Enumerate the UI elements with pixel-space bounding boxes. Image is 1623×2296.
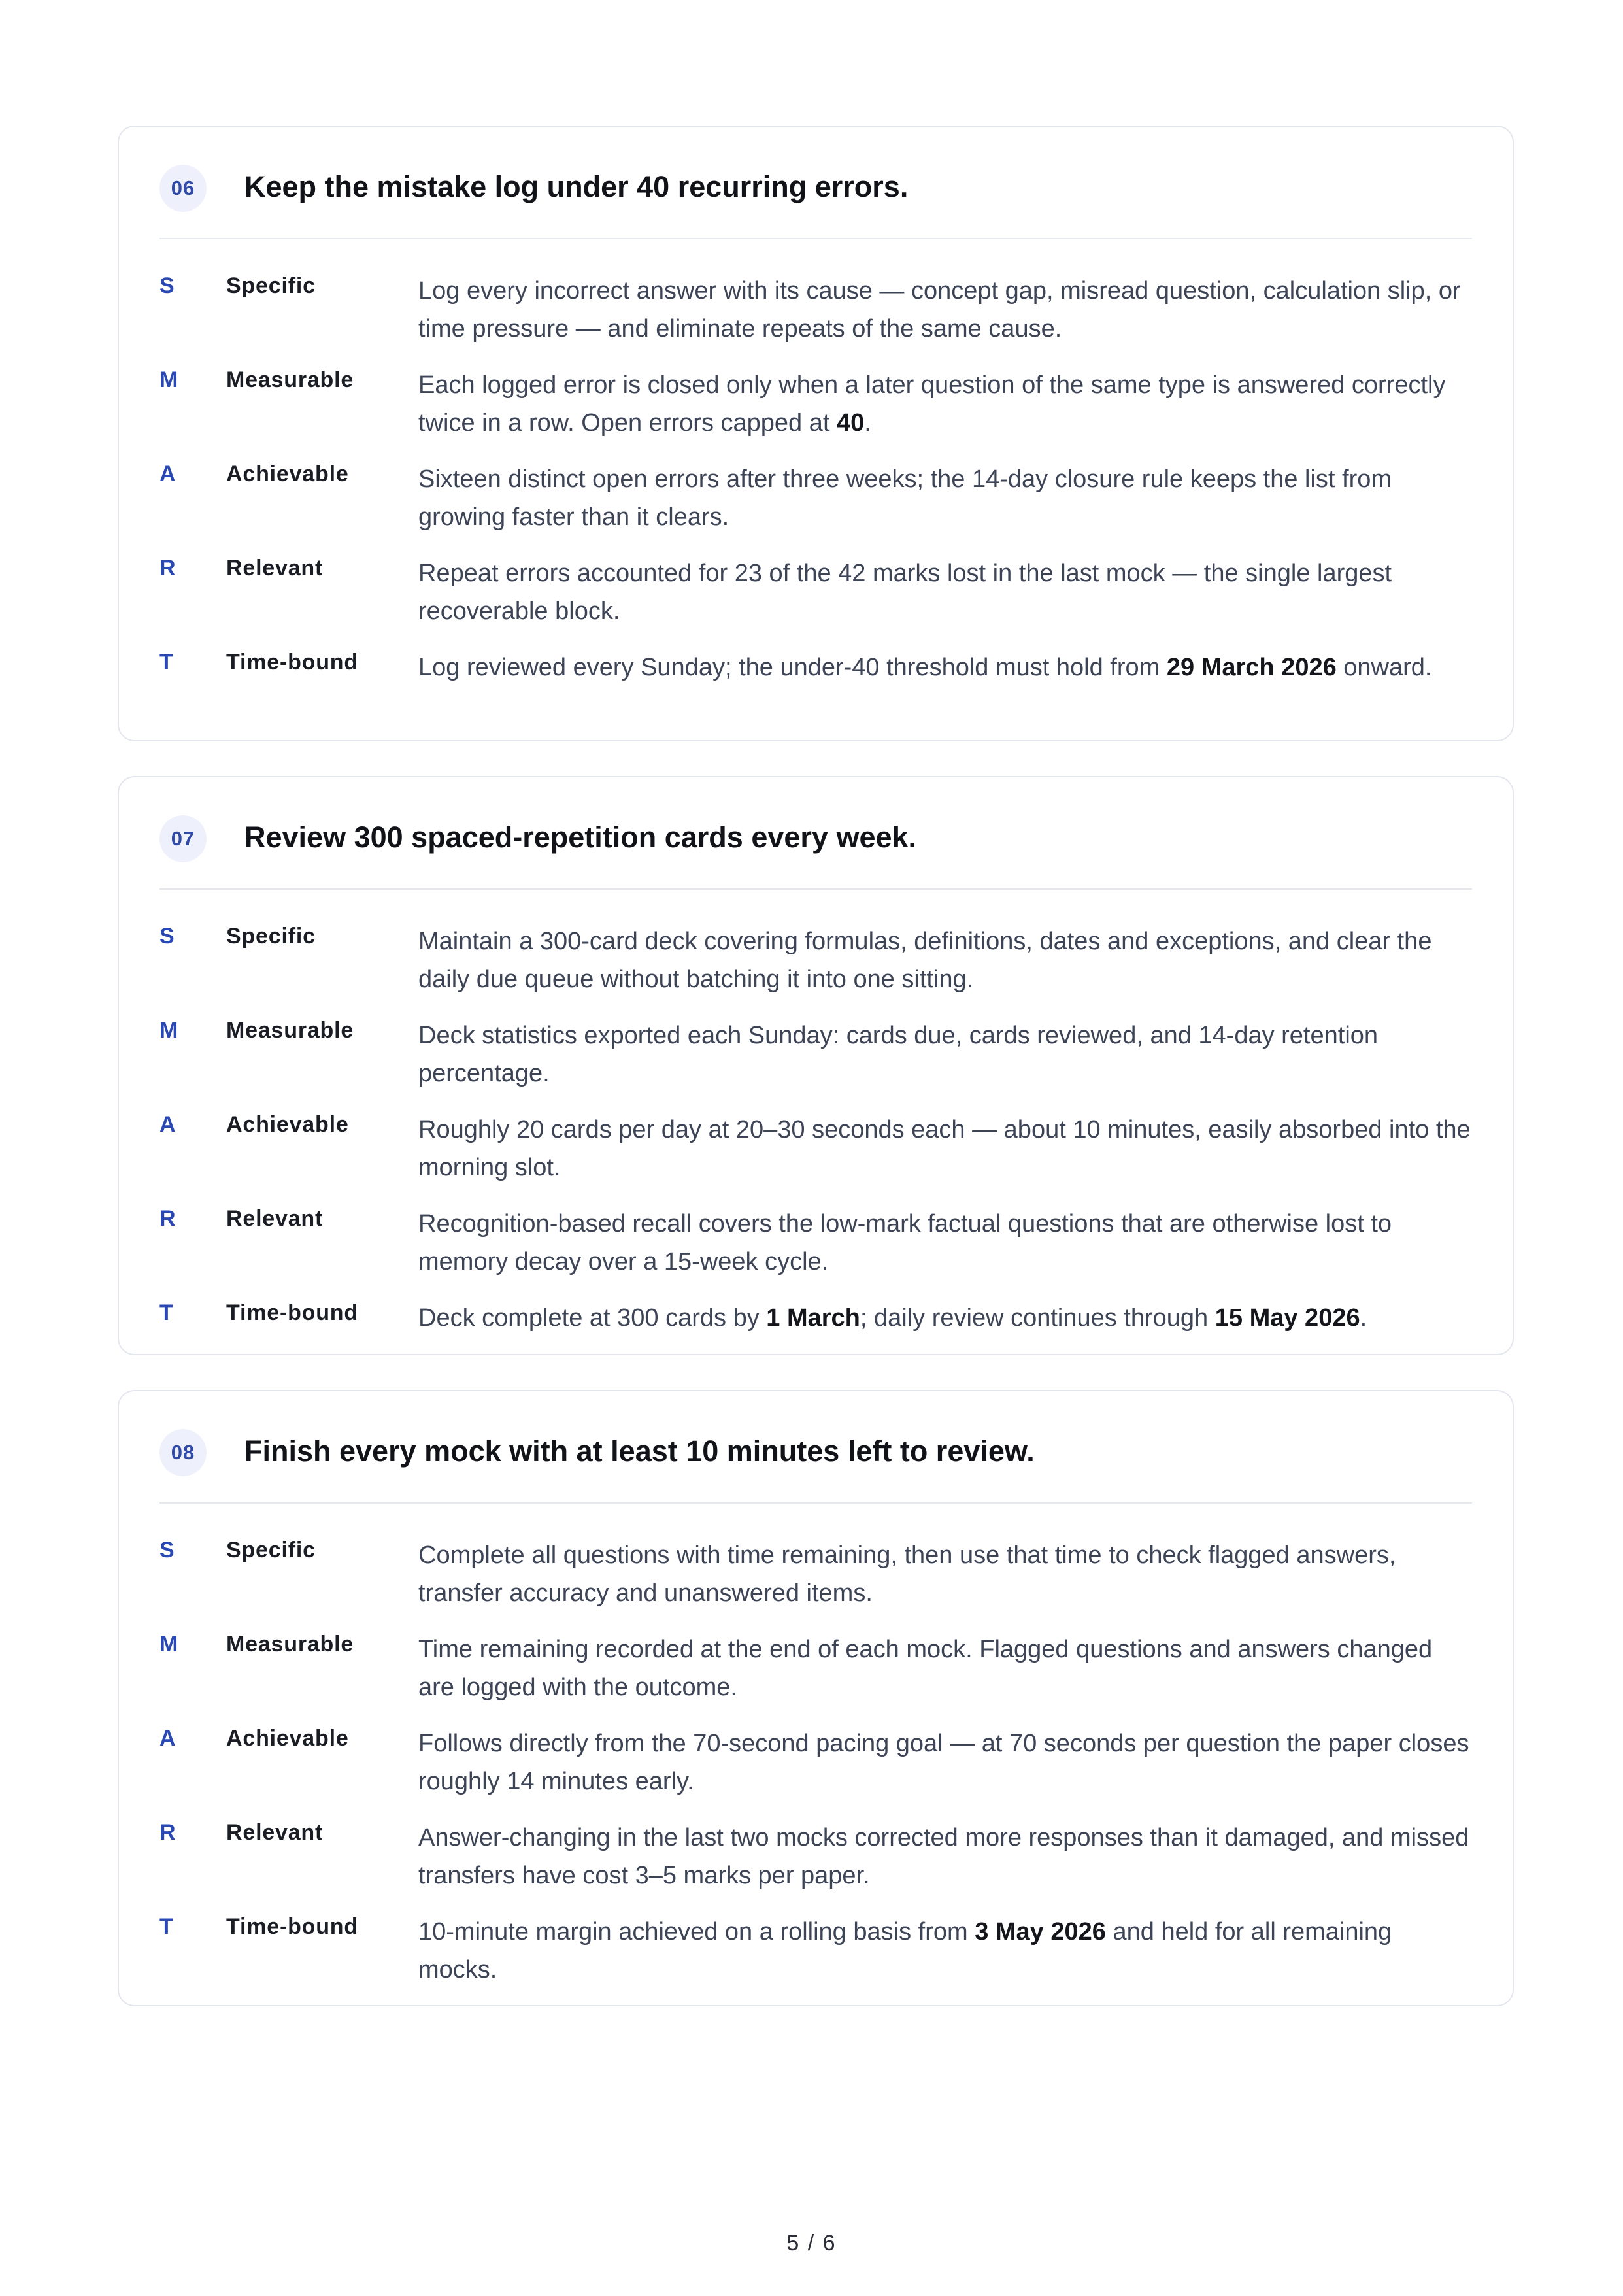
smart-label: Specific	[226, 924, 316, 949]
smart-row-specific	[159, 922, 1472, 998]
smart-description: Each logged error is closed only when a later question of the same type is answered correctly twice in a row. Open errors capped at 40.	[418, 371, 1446, 437]
smart-letter: M	[159, 1018, 178, 1043]
smart-letter: R	[159, 1820, 176, 1845]
smart-row-achievable	[159, 1725, 1472, 1800]
smart-letter: S	[159, 273, 175, 298]
goal-title: Keep the mistake log under 40 recurring errors.	[244, 170, 909, 203]
smart-label: Measurable	[226, 367, 354, 392]
smart-letter: R	[159, 1206, 176, 1231]
smart-description: Repeat errors accounted for 23 of the 42 marks lost in the last mock — the single largest recoverable block.	[418, 560, 1392, 625]
smart-rows	[159, 272, 1472, 686]
smart-row-time-bound	[159, 1299, 1472, 1337]
smart-rows	[159, 922, 1472, 1337]
smart-description: Deck complete at 300 cards by 1 March; daily review continues through 15 May 2026.	[418, 1304, 1367, 1332]
smart-description: Time remaining recorded at the end of each mock. Flagged questions and answers changed are logged with the outcome.	[418, 1636, 1433, 1701]
smart-description: Maintain a 300-card deck covering formulas, definitions, dates and exceptions, and clear the daily due queue without batching it into one sitting.	[418, 928, 1432, 993]
smart-letter: T	[159, 650, 173, 675]
emphasis-text: 40	[837, 409, 865, 437]
smart-label: Time-bound	[226, 650, 358, 675]
goal-number-badge: 07	[159, 815, 207, 862]
goal-header	[159, 1429, 1472, 1504]
smart-row-measurable	[159, 1017, 1472, 1092]
smart-label: Time-bound	[226, 1300, 358, 1325]
emphasis-text: 1 March	[766, 1304, 860, 1332]
smart-description: Sixteen distinct open errors after three weeks; the 14-day closure rule keeps the list from growing faster than it clears.	[418, 465, 1392, 531]
smart-row-achievable	[159, 1111, 1472, 1187]
smart-row-specific	[159, 1536, 1472, 1612]
smart-label: Specific	[226, 273, 316, 298]
goal-title: Finish every mock with at least 10 minutes left to review.	[244, 1434, 1035, 1468]
goal-number-badge: 08	[159, 1429, 207, 1476]
smart-label: Relevant	[226, 556, 324, 581]
smart-letter: R	[159, 556, 176, 581]
emphasis-text: 15 May 2026	[1214, 1304, 1360, 1332]
smart-letter: S	[159, 924, 175, 949]
smart-description: Log every incorrect answer with its cause — concept gap, misread question, calculation slip, or time pressure — and eliminate repeats of the same cause.	[418, 277, 1461, 343]
smart-row-relevant	[159, 1819, 1472, 1895]
goal-number-badge: 06	[159, 165, 207, 212]
smart-letter: S	[159, 1538, 175, 1562]
smart-rows	[159, 1536, 1472, 1989]
smart-description: Answer-changing in the last two mocks corrected more responses than it damaged, and missed transfers have cost 3–5 marks per paper.	[418, 1824, 1469, 1889]
smart-row-measurable	[159, 366, 1472, 442]
smart-row-time-bound	[159, 1913, 1472, 1989]
smart-row-achievable	[159, 460, 1472, 536]
smart-label: Achievable	[226, 1726, 349, 1751]
smart-description: Complete all questions with time remaining, then use that time to check flagged answers, transfer accuracy and unanswered items.	[418, 1542, 1396, 1607]
smart-description: Follows directly from the 70-second pacing goal — at 70 seconds per question the paper closes roughly 14 minutes early.	[418, 1730, 1469, 1795]
smart-letter: T	[159, 1300, 173, 1325]
smart-label: Relevant	[226, 1820, 324, 1845]
smart-letter: M	[159, 1632, 178, 1657]
smart-row-specific	[159, 272, 1472, 348]
goal-card-07	[118, 776, 1514, 1355]
smart-label: Achievable	[226, 462, 349, 486]
page-number: 5 / 6	[786, 2231, 837, 2255]
goal-header	[159, 165, 1472, 239]
smart-label: Specific	[226, 1538, 316, 1562]
smart-description: 10-minute margin achieved on a rolling basis from 3 May 2026 and held for all remaining mocks.	[418, 1918, 1392, 1984]
smart-description: Recognition-based recall covers the low-mark factual questions that are otherwise lost to memory decay over a 15-week cycle.	[418, 1210, 1392, 1275]
smart-letter: M	[159, 367, 178, 392]
smart-label: Achievable	[226, 1112, 349, 1137]
emphasis-text: 3 May 2026	[975, 1918, 1106, 1946]
smart-letter: A	[159, 462, 176, 486]
smart-label: Time-bound	[226, 1914, 358, 1939]
smart-label: Measurable	[226, 1018, 354, 1043]
smart-row-relevant	[159, 554, 1472, 630]
goal-header	[159, 815, 1472, 890]
goal-card-08	[118, 1390, 1514, 2006]
goal-card-06	[118, 126, 1514, 741]
smart-row-time-bound	[159, 649, 1472, 686]
smart-description: Roughly 20 cards per day at 20–30 seconds each — about 10 minutes, easily absorbed into the morning slot.	[418, 1116, 1471, 1181]
smart-description: Log reviewed every Sunday; the under-40 threshold must hold from 29 March 2026 onward.	[418, 654, 1432, 681]
smart-row-relevant	[159, 1205, 1472, 1281]
smart-letter: A	[159, 1112, 176, 1137]
smart-label: Relevant	[226, 1206, 324, 1231]
goal-title: Review 300 spaced-repetition cards every week.	[244, 820, 917, 854]
emphasis-text: 29 March 2026	[1166, 654, 1337, 681]
smart-row-measurable	[159, 1630, 1472, 1706]
smart-label: Measurable	[226, 1632, 354, 1657]
smart-letter: T	[159, 1914, 173, 1939]
smart-description: Deck statistics exported each Sunday: cards due, cards reviewed, and 14-day retention percentage.	[418, 1022, 1379, 1087]
smart-letter: A	[159, 1726, 176, 1751]
